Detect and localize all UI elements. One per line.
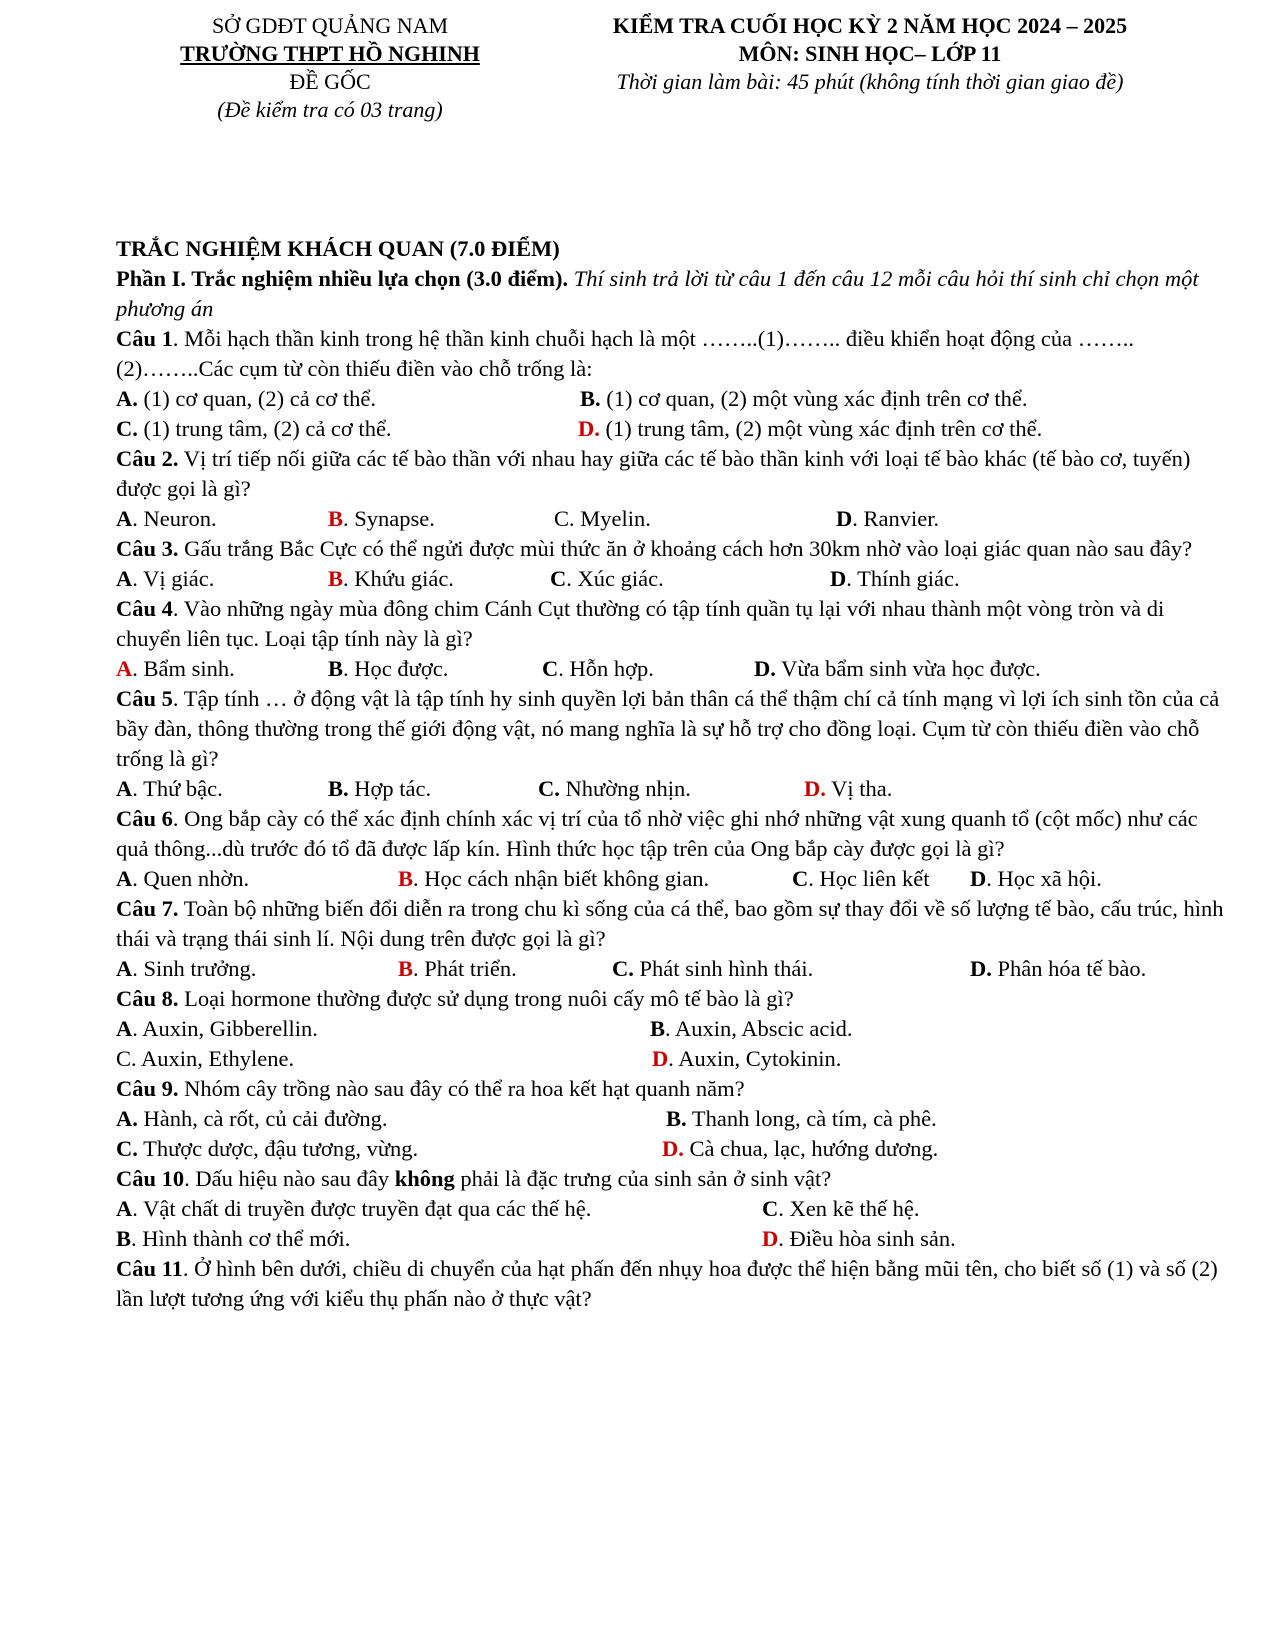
option-d[interactable]: D. Thính giác. xyxy=(830,566,960,591)
option-d[interactable]: D. Vị tha. xyxy=(804,776,893,801)
option-b[interactable]: B. Học được. xyxy=(328,656,449,681)
option-b[interactable]: B. Synapse. xyxy=(328,506,435,531)
options-row xyxy=(116,414,1226,444)
option-a[interactable]: A. Vật chất di truyền được truyền đạt qua các thế hệ. xyxy=(116,1196,592,1221)
question-3 xyxy=(116,534,1226,564)
option-c[interactable]: C. Myelin. xyxy=(554,506,651,531)
question-2 xyxy=(116,444,1226,504)
question-label: Câu 9. xyxy=(116,1076,179,1101)
question-label: Câu 6 xyxy=(116,806,173,831)
option-b[interactable]: B. Học cách nhận biết không gian. xyxy=(398,866,710,891)
question-label: Câu 11 xyxy=(116,1256,183,1281)
options-row xyxy=(116,384,1226,414)
question-text: Gấu trắng Bắc Cực có thể ngửi được mùi thức ăn ở khoảng cách hơn 30km nhờ vào loại giác quan nào sau đây? xyxy=(178,536,1193,561)
question-1 xyxy=(116,324,1226,384)
option-c[interactable]: C. (1) trung tâm, (2) cả cơ thể. xyxy=(116,416,392,441)
exam-title: KIỂM TRA CUỐI HỌC KỲ 2 NĂM HỌC 2024 – 2025 xyxy=(612,13,1128,38)
options-row xyxy=(116,1104,1226,1134)
option-a[interactable]: A. Hành, cà rốt, củ cải đường. xyxy=(116,1106,388,1131)
options-row xyxy=(116,954,1226,984)
option-d[interactable]: D. Auxin, Cytokinin. xyxy=(652,1046,842,1071)
option-c[interactable]: C. Học liên kết xyxy=(792,866,930,891)
question-text: . Ở hình bên dưới, chiều di chuyển của hạt phấn đến nhụy hoa được thể hiện bằng mũi tên, cho biết số (1) và số (2) lần lượt tương ứng với kiểu thụ phấn nào ở thực vật? xyxy=(116,1256,1218,1311)
question-5 xyxy=(116,684,1226,774)
question-text: Toàn bộ những biến đổi diễn ra trong chu kì sống của cá thể, bao gồm sự thay đổi về số lượng tế bào, cấu trúc, hình thái và trạng thái sinh lí. Nội dung trên được gọi là gì? xyxy=(116,896,1224,951)
option-b[interactable]: B. Khứu giác. xyxy=(328,566,454,591)
question-10: Câu 10. Dấu hiệu nào sau đây không phải là đặc trưng của sinh sản ở sinh vật? xyxy=(116,1166,832,1191)
option-d[interactable]: D. Ranvier. xyxy=(836,506,940,531)
question-text: . Vào những ngày mùa đông chim Cánh Cụt thường có tập tính quần tụ lại với nhau thành một vòng tròn và di chuyển liên tục. Loại tập tính này là gì? xyxy=(116,596,1165,651)
question-text: Vị trí tiếp nối giữa các tế bào thần với nhau hay giữa các tế bào thần kinh với loại tế bào khác (tế bào cơ, tuyến) được gọi là gì? xyxy=(116,446,1191,501)
question-8 xyxy=(116,984,1226,1014)
option-c[interactable]: C. Xúc giác. xyxy=(550,566,664,591)
option-b[interactable]: B. Hợp tác. xyxy=(328,776,432,801)
question-7 xyxy=(116,894,1226,954)
question-label: Câu 1 xyxy=(116,326,173,351)
option-d[interactable]: D. (1) trung tâm, (2) một vùng xác định trên cơ thể. xyxy=(578,416,1043,441)
subject-line: MÔN: SINH HỌC– LỚP 11 xyxy=(738,41,1002,66)
option-a[interactable]: A. Vị giác. xyxy=(116,566,215,591)
exam-content xyxy=(116,234,1226,1314)
question-6 xyxy=(116,804,1226,864)
options-row xyxy=(116,1014,1226,1044)
options-row xyxy=(116,1134,1226,1164)
question-text: . Tập tính … ở động vật là tập tính hy sinh quyền lợi bản thân cá thể thậm chí cả tính mạng vì lợi ích sinh tồn của cả bầy đàn, thông thường trong thế giới động vật, nó mang nghĩa là sự hỗ trợ cho đồng loại. Cụm từ còn thiếu điền vào chỗ trống là gì? xyxy=(116,686,1220,771)
option-c[interactable]: C. Xen kẽ thế hệ. xyxy=(762,1196,920,1221)
option-c[interactable]: C. Auxin, Ethylene. xyxy=(116,1046,295,1071)
section-title: TRẮC NGHIỆM KHÁCH QUAN (7.0 ĐIỂM) xyxy=(116,236,560,261)
question-text: Nhóm cây trồng nào sau đây có thể ra hoa kết hạt quanh năm? xyxy=(178,1076,745,1101)
department-name: SỞ GDĐT QUẢNG NAM xyxy=(211,13,449,38)
question-label: Câu 8. xyxy=(116,986,179,1011)
question-text: Loại hormone thường được sử dụng trong nuôi cấy mô tế bào là gì? xyxy=(178,986,794,1011)
options-row xyxy=(116,864,1226,894)
option-d[interactable]: D. Cà chua, lạc, hướng dương. xyxy=(662,1136,939,1161)
options-row xyxy=(116,654,1226,684)
question-text: . Mỗi hạch thần kinh trong hệ thần kinh chuỗi hạch là một ……..(1)…….. điều khiển hoạt động của ……..(2)……..Các cụm từ còn thiếu điền vào chỗ trống là: xyxy=(116,326,1134,381)
option-b[interactable]: B. Thanh long, cà tím, cà phê. xyxy=(666,1106,937,1131)
option-c[interactable]: C. Thược dược, đậu tương, vừng. xyxy=(116,1136,419,1161)
part-title: Phần I. Trắc nghiệm nhiều lựa chọn (3.0 điểm). xyxy=(116,266,569,291)
question-4 xyxy=(116,594,1226,654)
page-count: (Đề kiểm tra có 03 trang) xyxy=(217,97,443,122)
options-row xyxy=(116,504,1226,534)
options-row xyxy=(116,564,1226,594)
option-b[interactable]: B. (1) cơ quan, (2) một vùng xác định trên cơ thể. xyxy=(580,386,1028,411)
question-label: Câu 2. xyxy=(116,446,179,471)
option-d[interactable]: D. Học xã hội. xyxy=(970,866,1102,891)
option-a[interactable]: A. Thứ bậc. xyxy=(116,776,223,801)
option-c[interactable]: C. Phát sinh hình thái. xyxy=(612,956,814,981)
time-limit: Thời gian làm bài: 45 phút (không tính thời gian giao đề) xyxy=(616,69,1124,94)
question-9 xyxy=(116,1074,1226,1104)
options-row xyxy=(116,1044,1226,1074)
option-d[interactable]: D. Phân hóa tế bào. xyxy=(970,956,1147,981)
question-text: . Ong bắp cày có thể xác định chính xác vị trí của tổ nhờ việc ghi nhớ những vật xung quanh tổ (cột mốc) như các quả thông...dù trước đó tổ đã được lấp kín. Hình thức học tập trên của Ong bắp cày được gọi là gì? xyxy=(116,806,1198,861)
header-right xyxy=(560,12,1180,96)
option-d[interactable]: D. Vừa bẩm sinh vừa học được. xyxy=(754,656,1041,681)
option-c[interactable]: C. Nhường nhịn. xyxy=(538,776,691,801)
option-a[interactable]: A. Sinh trưởng. xyxy=(116,956,257,981)
option-a[interactable]: A. Auxin, Gibberellin. xyxy=(116,1016,318,1041)
question-label: Câu 10 xyxy=(116,1166,185,1191)
option-a[interactable]: A. (1) cơ quan, (2) cả cơ thể. xyxy=(116,386,376,411)
option-a[interactable]: A. Quen nhờn. xyxy=(116,866,250,891)
option-a[interactable]: A. Neuron. xyxy=(116,506,217,531)
option-d[interactable]: D. Điều hòa sinh sản. xyxy=(762,1226,956,1251)
question-11 xyxy=(116,1254,1226,1314)
option-a[interactable]: A. Bẩm sinh. xyxy=(116,656,235,681)
school-name: TRƯỜNG THPT HỒ NGHINH xyxy=(180,41,480,66)
part-intro xyxy=(116,264,1226,324)
question-label: Câu 3. xyxy=(116,536,179,561)
header-left xyxy=(140,12,520,124)
exam-code: ĐỀ GỐC xyxy=(289,69,371,94)
question-label: Câu 5 xyxy=(116,686,173,711)
part-note: Thí sinh trả lời từ câu 1 đến câu 12 mỗi câu hỏi thí sinh chỉ chọn một phương án xyxy=(116,266,1199,321)
question-label: Câu 7. xyxy=(116,896,179,921)
option-c[interactable]: C. Hỗn hợp. xyxy=(542,656,654,681)
option-b[interactable]: B. Auxin, Abscic acid. xyxy=(650,1016,853,1041)
option-b[interactable]: B. Hình thành cơ thể mới. xyxy=(116,1226,351,1251)
options-row xyxy=(116,774,1226,804)
options-row xyxy=(116,1224,1226,1254)
options-row xyxy=(116,1194,1226,1224)
option-b[interactable]: B. Phát triển. xyxy=(398,956,517,981)
question-label: Câu 4 xyxy=(116,596,173,621)
